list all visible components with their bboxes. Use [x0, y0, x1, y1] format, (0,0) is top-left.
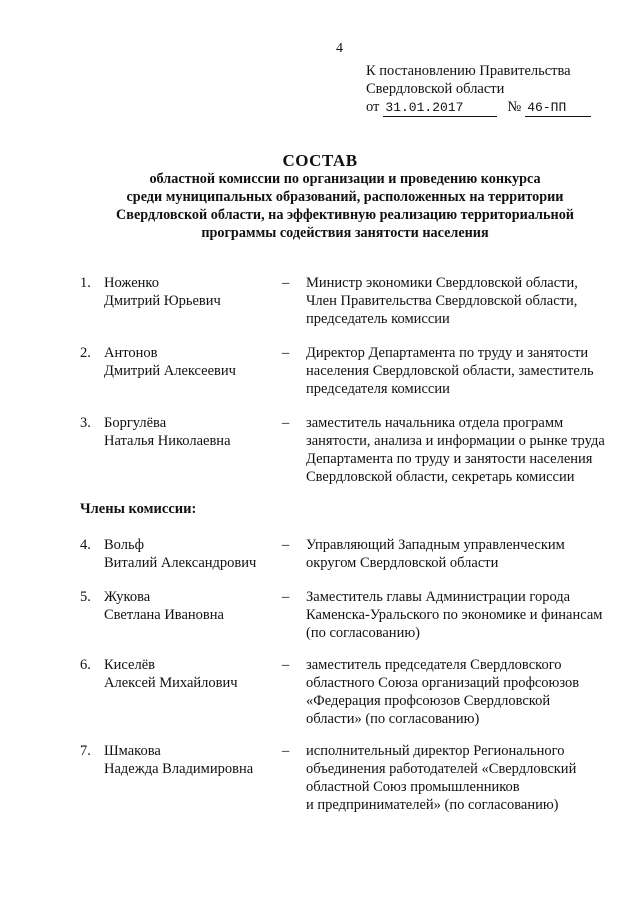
- role-line: «Федерация профсоюзов Свердловской: [306, 693, 551, 709]
- person-name: [104, 274, 221, 310]
- role-line: заместитель начальника отдела программ: [306, 415, 564, 431]
- decree-number: 46-ПП: [525, 100, 591, 117]
- entry-number: 1.: [80, 275, 91, 291]
- role-line: населения Свердловской области, заместитель: [306, 363, 594, 379]
- role-line: занятости, анализа и информации о рынке труда: [306, 433, 605, 449]
- person-role: [306, 344, 626, 398]
- role-line: исполнительный директор Регионального: [306, 743, 565, 759]
- role-line: заместитель председателя Свердловского: [306, 657, 562, 673]
- entry-number: 3.: [80, 415, 91, 431]
- role-line: (по согласованию): [306, 625, 420, 641]
- role-line: Свердловской области, секретарь комиссии: [306, 469, 575, 485]
- role-line: Заместитель главы Администрации города: [306, 589, 571, 605]
- role-line: округом Свердловской области: [306, 555, 499, 571]
- page-number: 4: [336, 41, 343, 56]
- approval-decree-line: [366, 98, 626, 117]
- approval-line-1: К постановлению Правительства: [366, 63, 571, 79]
- entry-dash: –: [282, 345, 290, 361]
- subtitle-line: Свердловской области, на эффективную реализацию территориальной: [116, 207, 574, 223]
- person-name: [104, 742, 253, 778]
- from-label: от: [366, 99, 380, 115]
- person-role: [306, 536, 626, 572]
- person-name: [104, 414, 231, 450]
- person-given-name: Алексей Михайлович: [104, 675, 238, 691]
- approval-line-2: Свердловской области: [366, 81, 505, 97]
- entry-dash: –: [282, 537, 290, 553]
- role-line: области» (по согласованию): [306, 711, 480, 727]
- entry-number: 5.: [80, 589, 91, 605]
- person-name: [104, 344, 236, 380]
- decree-date: 31.01.2017: [383, 100, 497, 117]
- role-line: Каменска-Уральского по экономике и финансам: [306, 607, 603, 623]
- subtitle-line: программы содействия занятости населения: [201, 225, 489, 241]
- person-name: [104, 588, 224, 624]
- entry-number: 7.: [80, 743, 91, 759]
- role-line: объединения работодателей «Свердловский: [306, 761, 577, 777]
- role-line: областной Союз промышленников: [306, 779, 520, 795]
- person-surname: Ноженко: [104, 275, 159, 291]
- person-given-name: Дмитрий Юрьевич: [104, 293, 221, 309]
- number-label: №: [507, 99, 522, 115]
- approval-block: [366, 62, 626, 117]
- person-surname: Киселёв: [104, 657, 155, 673]
- entry-dash: –: [282, 415, 290, 431]
- person-role: [306, 588, 626, 642]
- person-role: [306, 414, 626, 486]
- role-line: председатель комиссии: [306, 311, 450, 327]
- role-line: председателя комиссии: [306, 381, 450, 397]
- person-role: [306, 742, 626, 814]
- role-line: Управляющий Западным управленческим: [306, 537, 565, 553]
- role-line: Директор Департамента по труду и занятости: [306, 345, 589, 361]
- person-role: [306, 656, 626, 728]
- role-line: Министр экономики Свердловской области,: [306, 275, 578, 291]
- role-line: областного Союза организаций профсоюзов: [306, 675, 580, 691]
- role-line: Член Правительства Свердловской области,: [306, 293, 578, 309]
- entry-dash: –: [282, 657, 290, 673]
- entry-number: 6.: [80, 657, 91, 673]
- role-line: и предпринимателей» (по согласованию): [306, 797, 559, 813]
- members-heading: Члены комиссии:: [80, 501, 197, 517]
- entry-dash: –: [282, 275, 290, 291]
- person-given-name: Виталий Александрович: [104, 555, 257, 571]
- person-surname: Антонов: [104, 345, 158, 361]
- person-given-name: Дмитрий Алексеевич: [104, 363, 236, 379]
- subtitle-line: областной комиссии по организации и проведению конкурса: [149, 171, 541, 187]
- person-surname: Боргулёва: [104, 415, 167, 431]
- entry-number: 4.: [80, 537, 91, 553]
- person-surname: Шмакова: [104, 743, 161, 759]
- person-surname: Вольф: [104, 537, 144, 553]
- role-line: Департамента по труду и занятости населения: [306, 451, 593, 467]
- entry-number: 2.: [80, 345, 91, 361]
- person-name: [104, 536, 256, 572]
- document-subtitle: [80, 170, 610, 242]
- entry-dash: –: [282, 589, 290, 605]
- person-role: [306, 274, 626, 328]
- document-title: СОСТАВ: [282, 151, 358, 170]
- person-surname: Жукова: [104, 589, 151, 605]
- person-given-name: Светлана Ивановна: [104, 607, 224, 623]
- person-name: [104, 656, 238, 692]
- entry-dash: –: [282, 743, 290, 759]
- subtitle-line: среди муниципальных образований, расположенных на территории: [126, 189, 564, 205]
- person-given-name: Наталья Николаевна: [104, 433, 231, 449]
- person-given-name: Надежда Владимировна: [104, 761, 254, 777]
